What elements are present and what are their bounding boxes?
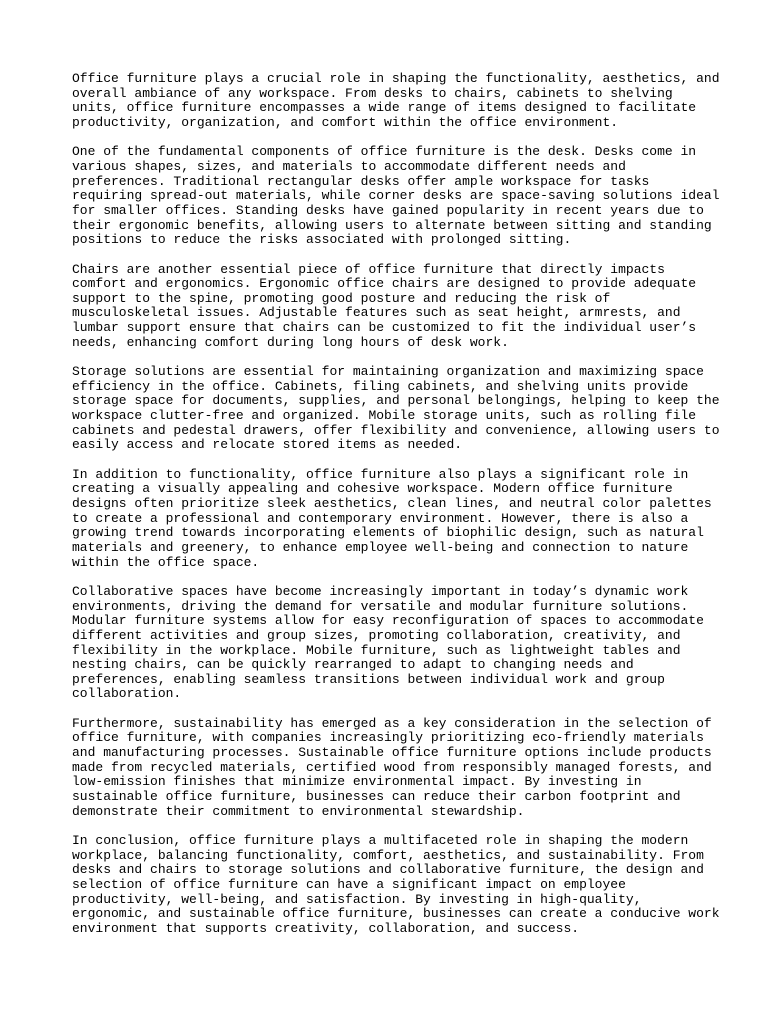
- document-page: [72, 71, 720, 951]
- paragraph-conclusion: In conclusion, office furniture plays a multifaceted role in shaping the modern workplace, balancing functionality, comfort, aesthetics, and sustainability. From desks and chairs to storage solutions and collaborative furniture, the design and selection of office furniture can have a significant impact on employee productivity, well-being, and satisfaction. By investing in high-quality, ergonomic, and sustainable office furniture, businesses can create a conducive work environment that supports creativity, collaboration, and success.: [72, 833, 720, 936]
- paragraph-storage: Storage solutions are essential for maintaining organization and maximizing space efficiency in the office. Cabinets, filing cabinets, and shelving units provide storage space for documents, supplies, and personal belongings, helping to keep the workspace clutter-free and organized. Mobile storage units, such as rolling file cabinets and pedestal drawers, offer flexibility and convenience, allowing users to easily access and relocate stored items as needed.: [72, 364, 720, 453]
- paragraph-sustainability: Furthermore, sustainability has emerged as a key consideration in the selection of office furniture, with companies increasingly prioritizing eco-friendly materials and manufacturing processes. Sustainable office furniture options include products made from recycled materials, certified wood from responsibly managed forests, and low-emission finishes that minimize environmental impact. By investing in sustainable office furniture, businesses can reduce their carbon footprint and demonstrate their commitment to environmental stewardship.: [72, 715, 712, 819]
- paragraph-aesthetics: In addition to functionality, office furniture also plays a significant role in creating a visually appealing and cohesive workspace. Modern office furniture designs often prioritize sleek aesthetics, clean lines, and neutral color palettes to create a professional and contemporary environment. However, there is also a growing trend towards incorporating elements of biophilic design, such as natural materials and greenery, to enhance employee well-being and connection to nature within the office space.: [72, 466, 712, 570]
- paragraph-collaborative-spaces: Collaborative spaces have become increasingly important in today’s dynamic work environments, driving the demand for versatile and modular furniture solutions. Modular furniture systems allow for easy reconfiguration of spaces to accommodate different activities and group sizes, promoting collaboration, creativity, and flexibility in the workplace. Mobile furniture, such as lightweight tables and nesting chairs, can be quickly rearranged to adapt to changing needs and preferences, enabling seamless transitions between individual work and group collaboration.: [72, 583, 704, 702]
- paragraph-desks: One of the fundamental components of office furniture is the desk. Desks come in various shapes, sizes, and materials to accommodate different needs and preferences. Traditional rectangular desks offer ample workspace for tasks requiring spread-out materials, while corner desks are space-saving solutions ideal for smaller offices. Standing desks have gained popularity in recent years due to their ergonomic benefits, allowing users to alternate between sitting and standing positions to reduce the risks associated with prolonged sitting.: [72, 144, 720, 248]
- paragraph-chairs: Chairs are another essential piece of office furniture that directly impacts comfort and ergonomics. Ergonomic office chairs are designed to provide adequate support to the spine, promoting good posture and reducing the risk of musculoskeletal issues. Adjustable features such as seat height, armrests, and lumbar support ensure that chairs can be customized to fit the individual user’s needs, enhancing comfort during long hours of desk work.: [72, 261, 697, 350]
- paragraph-introduction: Office furniture plays a crucial role in shaping the functionality, aesthetics, and overall ambiance of any workspace. From desks to chairs, cabinets to shelving units, office furniture encompasses a wide range of items designed to facilitate productivity, organization, and comfort within the office environment.: [72, 71, 720, 130]
